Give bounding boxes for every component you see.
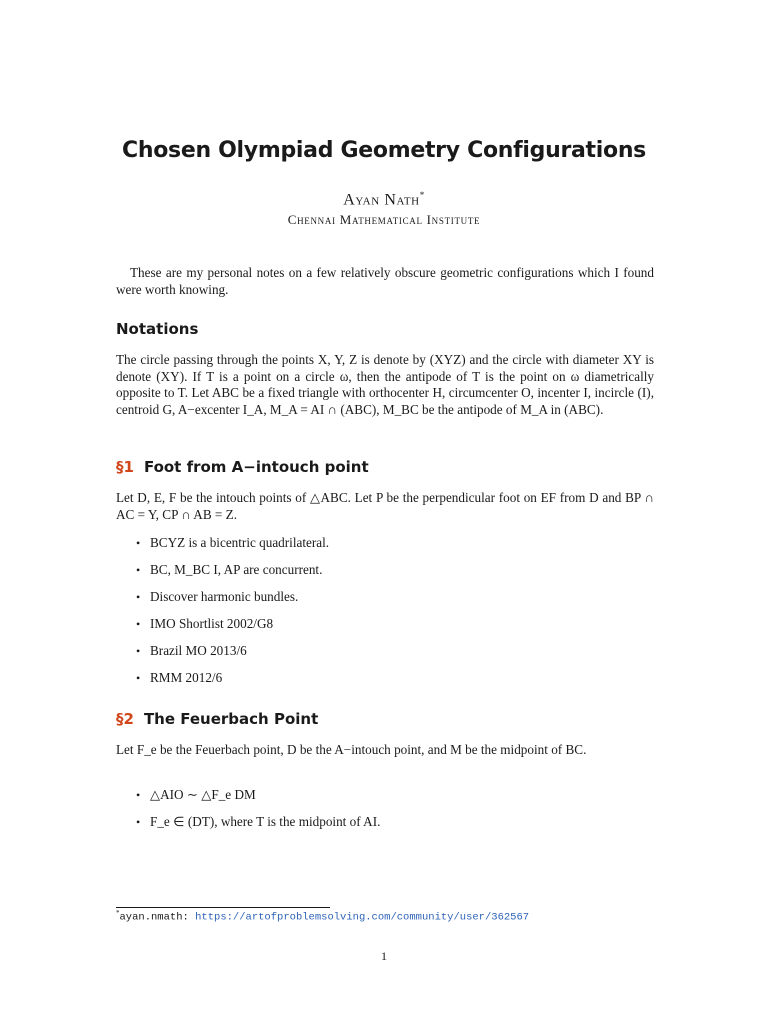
- section2-number: §2: [116, 710, 134, 728]
- notations-heading: Notations: [116, 320, 199, 338]
- section1-text: Let D, E, F be the intouch points of △ABC. Let P be the perpendicular foot on EF from D and BP ∩ AC = Y, CP ∩ AB = Z.: [116, 490, 654, 522]
- list-item: • IMO Shortlist 2002/G8: [136, 616, 329, 643]
- section2-list: [136, 787, 380, 841]
- section1-list: [136, 535, 329, 697]
- author-name: Ayan Nath: [343, 191, 420, 209]
- footnote-mark: *: [116, 909, 120, 917]
- section1-title: Foot from A−intouch point: [143, 458, 369, 476]
- list-item: • Discover harmonic bundles.: [136, 589, 329, 616]
- affiliation: Chennai Mathematical Institute: [287, 212, 481, 227]
- footnote: [116, 909, 529, 924]
- abstract: These are my personal notes on a few relatively obscure geometric configurations which I found were worth knowing.: [116, 265, 654, 297]
- list-item: • F_e ∈ (DT), where T is the midpoint of AI.: [136, 814, 380, 841]
- footnote-rule: [116, 907, 330, 908]
- author-footnote-mark[interactable]: *: [419, 190, 425, 200]
- list-item: • RMM 2012/6: [136, 670, 329, 697]
- section1-heading: [116, 458, 369, 476]
- section2-text: Let F_e be the Feuerbach point, D be the A−intouch point, and M be the midpoint of BC.: [116, 742, 587, 757]
- list-item: • BC, M_BC I, AP are concurrent.: [136, 562, 329, 589]
- section2-title: The Feuerbach Point: [143, 710, 319, 728]
- section2-heading: [116, 710, 318, 728]
- notations-text: The circle passing through the points X, Y, Z is denote by (XYZ) and the circle with diameter XY is denote (XY). If T is a point on a circle ω, then the antipode of T is the point on ω diametrically opposite to T. Let ABC be a fixed triangle with orthocenter H, circumcenter O, incenter I, incircle (I), centroid G, A−excenter I_A, M_A = AI ∩ (ABC), M_BC be the antipode of M_A in (ABC).: [116, 352, 654, 417]
- page-number: 1: [381, 949, 387, 963]
- list-item: • BCYZ is a bicentric quadrilateral.: [136, 535, 329, 562]
- footnote-link[interactable]: https://artofproblemsolving.com/community/user/362567: [195, 911, 530, 924]
- list-item: • △AIO ∼ △F_e DM: [136, 787, 380, 814]
- footnote-handle: ayan.nmath:: [119, 911, 189, 924]
- author-line: [0, 190, 768, 209]
- list-item: • Brazil MO 2013/6: [136, 643, 329, 670]
- section1-number: §1: [116, 458, 134, 476]
- paper-title: Chosen Olympiad Geometry Configurations: [122, 138, 646, 163]
